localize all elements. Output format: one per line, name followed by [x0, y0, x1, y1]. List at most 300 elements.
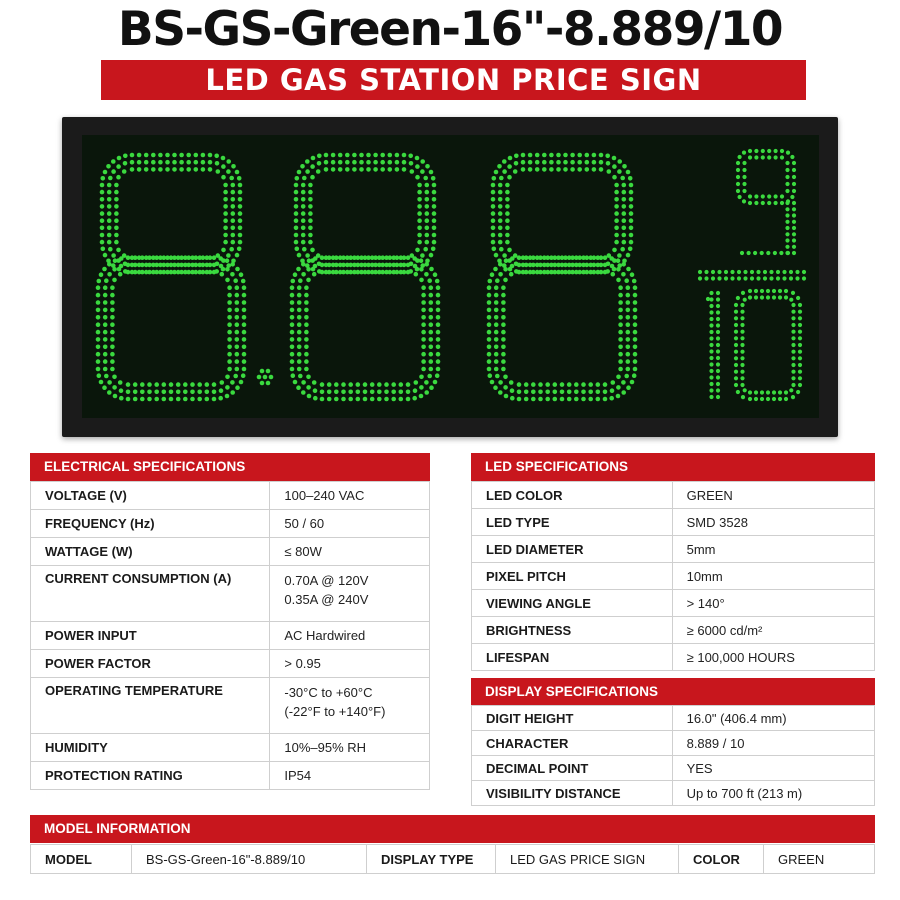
- led-dot: [419, 278, 424, 283]
- led-digit-1: [96, 153, 247, 402]
- led-dot: [103, 352, 108, 357]
- led-dot: [419, 258, 424, 263]
- led-dot: [521, 160, 526, 165]
- led-dot: [754, 194, 758, 198]
- led-dot: [257, 375, 262, 380]
- led-dot: [545, 390, 550, 395]
- led-dot: [304, 285, 309, 290]
- led-dot: [487, 300, 492, 305]
- led-dot: [734, 356, 738, 360]
- spec-row: [472, 756, 875, 781]
- led-dot: [487, 352, 492, 357]
- led-dot: [290, 330, 295, 335]
- led-dot: [384, 390, 389, 395]
- led-dot: [433, 272, 438, 277]
- led-dot: [621, 262, 626, 267]
- led-dot: [545, 382, 550, 387]
- led-dot: [501, 293, 506, 298]
- led-dot: [419, 375, 424, 380]
- led-dot: [412, 256, 417, 261]
- led-dot: [633, 352, 638, 357]
- led-dot: [231, 226, 236, 231]
- led-dot: [798, 383, 802, 387]
- led-dot: [107, 272, 112, 277]
- led-dot: [505, 204, 510, 209]
- led-dot: [424, 262, 429, 267]
- led-dot: [501, 300, 506, 305]
- led-dot: [238, 233, 243, 238]
- led-dot: [792, 245, 796, 249]
- led-dot: [785, 201, 789, 205]
- led-dot: [742, 151, 746, 155]
- led-dot: [165, 153, 170, 158]
- led-dot: [785, 226, 789, 230]
- led-dot: [348, 263, 353, 268]
- led-dot: [235, 285, 240, 290]
- led-dot: [103, 367, 108, 372]
- led-dot: [531, 270, 536, 275]
- led-dot: [172, 153, 177, 158]
- led-dot: [306, 385, 311, 390]
- led-dot: [137, 153, 142, 158]
- led-dot: [380, 160, 385, 165]
- led-dot: [491, 233, 496, 238]
- led-dot: [114, 190, 119, 195]
- led-dot: [294, 211, 299, 216]
- led-dot: [432, 211, 437, 216]
- led-dot: [384, 382, 389, 387]
- led-dot: [140, 270, 145, 275]
- led-dot: [183, 255, 188, 260]
- led-dot: [740, 363, 744, 367]
- led-dot: [377, 263, 382, 268]
- led-dot: [599, 153, 604, 158]
- led-dot: [742, 182, 746, 186]
- spec-label: DECIMAL POINT: [472, 756, 673, 781]
- led-dot: [103, 330, 108, 335]
- led-dot: [488, 279, 493, 284]
- led-dot: [748, 194, 752, 198]
- led-dot: [510, 388, 515, 393]
- led-dot: [574, 270, 579, 275]
- led-dot: [110, 359, 115, 364]
- led-dot: [366, 153, 371, 158]
- led-dot: [766, 397, 770, 401]
- spec-label: LED DIAMETER: [472, 536, 673, 563]
- led-dot: [133, 263, 138, 268]
- led-dot: [567, 397, 572, 402]
- page-title: BS-GS-Green-16"-8.889/10: [117, 2, 783, 57]
- led-dot: [230, 380, 235, 385]
- led-dot: [498, 390, 503, 395]
- led-dot: [312, 272, 317, 277]
- led-dot: [560, 263, 565, 268]
- led-dot: [767, 155, 771, 159]
- led-dot: [176, 270, 181, 275]
- led-dot: [424, 390, 429, 395]
- led-dot: [629, 218, 634, 223]
- led-dot: [424, 272, 429, 277]
- led-dot: [100, 211, 105, 216]
- led-dot: [560, 382, 565, 387]
- led-dot: [102, 385, 107, 390]
- led-dot: [235, 352, 240, 357]
- led-dot: [212, 270, 217, 275]
- led-dot: [301, 262, 306, 267]
- led-dot: [231, 240, 236, 245]
- led-dot: [791, 370, 795, 374]
- led-dot: [798, 310, 802, 314]
- led-dot: [734, 376, 738, 380]
- led-dot: [754, 390, 758, 394]
- led-dot: [294, 226, 299, 231]
- led-dot: [622, 164, 627, 169]
- led-dot: [791, 323, 795, 327]
- led-dot: [293, 380, 298, 385]
- led-dot: [205, 270, 210, 275]
- led-dot: [521, 153, 526, 158]
- led-dot: [581, 255, 586, 260]
- led-dot: [172, 160, 177, 165]
- led-dot: [384, 255, 389, 260]
- led-dot: [313, 388, 318, 393]
- led-dot: [624, 278, 629, 283]
- led-dot: [96, 300, 101, 305]
- led-dot: [420, 253, 425, 258]
- led-dot: [542, 160, 547, 165]
- spec-value: ≥ 6000 cd/m²: [672, 617, 874, 644]
- led-dot: [622, 233, 627, 238]
- led-dot: [785, 207, 789, 211]
- led-dot: [504, 258, 509, 263]
- spec-value: 8.889 / 10: [672, 731, 874, 756]
- led-dot: [137, 160, 142, 165]
- spec-row: [31, 734, 430, 762]
- led-dot: [436, 315, 441, 320]
- led-dot: [212, 397, 217, 402]
- led-dot: [194, 160, 199, 165]
- led-dot: [308, 233, 313, 238]
- led-dot: [384, 397, 389, 402]
- led-dot: [698, 276, 702, 280]
- led-dot: [226, 169, 231, 174]
- led-dot: [501, 308, 506, 313]
- led-dot: [743, 388, 747, 392]
- led-dot: [612, 248, 617, 253]
- led-dot: [435, 373, 440, 378]
- led-dot: [137, 167, 142, 172]
- led-dot: [413, 264, 418, 269]
- led-dot: [792, 238, 796, 242]
- led-dot: [629, 183, 634, 188]
- led-dot: [242, 345, 247, 350]
- spec-label: PROTECTION RATING: [31, 762, 270, 790]
- spec-label: DIGIT HEIGHT: [472, 706, 673, 731]
- led-dot: [734, 303, 738, 307]
- led-dot: [324, 167, 329, 172]
- led-dot: [169, 263, 174, 268]
- led-dot: [359, 153, 364, 158]
- led-dot: [617, 253, 622, 258]
- led-dot: [626, 267, 631, 272]
- led-dot: [183, 397, 188, 402]
- led-dot: [704, 276, 708, 280]
- led-dot: [509, 272, 514, 277]
- led-dot: [219, 264, 224, 269]
- led-dot: [528, 153, 533, 158]
- spec-value: 100–240 VAC: [270, 482, 430, 510]
- led-dot: [260, 369, 265, 374]
- led-dot: [798, 316, 802, 320]
- led-dot: [304, 345, 309, 350]
- led-dot: [429, 293, 434, 298]
- led-dot: [502, 169, 507, 174]
- led-dot: [103, 308, 108, 313]
- led-dot: [238, 240, 243, 245]
- led-dot: [317, 161, 322, 166]
- led-dot: [363, 263, 368, 268]
- led-dot: [616, 278, 621, 283]
- led-dot: [402, 160, 407, 165]
- led-dot: [111, 253, 116, 258]
- led-dot: [110, 308, 115, 313]
- led-dot: [197, 270, 202, 275]
- led-dot: [611, 272, 616, 277]
- led-dot: [493, 267, 498, 272]
- led-dot: [716, 323, 720, 327]
- led-dot: [709, 336, 713, 340]
- led-dot: [304, 300, 309, 305]
- led-dot: [421, 367, 426, 372]
- led-dot: [116, 164, 121, 169]
- led-dot: [423, 247, 428, 252]
- led-dot: [235, 253, 240, 258]
- led-dot: [798, 363, 802, 367]
- led-dot: [307, 258, 312, 263]
- led-dot: [126, 397, 131, 402]
- led-dot: [334, 270, 339, 275]
- led-dot: [169, 270, 174, 275]
- led-dot: [740, 330, 744, 334]
- led-dot: [307, 394, 312, 399]
- led-dot: [429, 170, 434, 175]
- led-dot: [487, 367, 492, 372]
- led-dot: [433, 380, 438, 385]
- led-dot: [356, 263, 361, 268]
- led-dot: [425, 240, 430, 245]
- led-dot: [103, 345, 108, 350]
- led-dot: [709, 323, 713, 327]
- led-dot: [301, 240, 306, 245]
- led-dot: [621, 390, 626, 395]
- led-dot: [370, 382, 375, 387]
- led-dot: [738, 155, 742, 159]
- led-dot: [113, 394, 118, 399]
- led-dot: [633, 359, 638, 364]
- led-dot: [308, 218, 313, 223]
- led-dot: [790, 155, 794, 159]
- led-dot: [112, 385, 117, 390]
- led-dot: [301, 390, 306, 395]
- led-dot: [736, 168, 740, 172]
- led-dot: [767, 201, 771, 205]
- led-dot: [505, 226, 510, 231]
- led-dot: [225, 394, 230, 399]
- led-dot: [107, 233, 112, 238]
- led-dot: [791, 343, 795, 347]
- led-dot: [297, 285, 302, 290]
- led-dot: [760, 289, 764, 293]
- led-dot: [290, 308, 295, 313]
- led-dot: [791, 336, 795, 340]
- led-dot: [425, 190, 430, 195]
- led-dot: [212, 390, 217, 395]
- led-dot: [432, 226, 437, 231]
- led-dot: [791, 310, 795, 314]
- led-dot: [197, 382, 202, 387]
- led-dot: [429, 322, 434, 327]
- led-dot: [767, 149, 771, 153]
- led-dot: [501, 330, 506, 335]
- led-dot: [308, 211, 313, 216]
- led-dot: [432, 233, 437, 238]
- led-dot: [614, 233, 619, 238]
- led-dot: [754, 201, 758, 205]
- led-dot: [427, 374, 432, 379]
- led-dot: [408, 154, 413, 159]
- electrical-specs-header: ELECTRICAL SPECIFICATIONS: [30, 453, 430, 481]
- led-dot: [716, 388, 720, 392]
- led-dot: [498, 204, 503, 209]
- led-dot: [186, 167, 191, 172]
- led-dot: [494, 315, 499, 320]
- led-dot: [147, 263, 152, 268]
- led-dot: [431, 176, 436, 181]
- led-dot: [588, 397, 593, 402]
- led-dot: [618, 300, 623, 305]
- led-dot: [614, 190, 619, 195]
- led-dot: [114, 211, 119, 216]
- led-dot: [419, 394, 424, 399]
- led-dot: [380, 167, 385, 172]
- led-dot: [406, 390, 411, 395]
- led-dot: [298, 374, 303, 379]
- led-dot: [334, 255, 339, 260]
- led-dot: [304, 322, 309, 327]
- led-dot: [517, 255, 522, 260]
- led-dot: [766, 295, 770, 299]
- led-dot: [501, 285, 506, 290]
- led-dot: [487, 359, 492, 364]
- led-dot: [304, 308, 309, 313]
- led-dot: [225, 375, 230, 380]
- led-dot: [740, 336, 744, 340]
- led-dot: [581, 397, 586, 402]
- led-dot: [96, 293, 101, 298]
- led-dot: [96, 285, 101, 290]
- led-dot: [162, 263, 167, 268]
- led-dot: [316, 169, 321, 174]
- led-dot: [786, 251, 790, 255]
- led-dot: [113, 258, 118, 263]
- led-dot: [792, 207, 796, 211]
- led-dot: [505, 183, 510, 188]
- led-dot: [626, 359, 631, 364]
- led-dot: [223, 218, 228, 223]
- led-dot: [498, 240, 503, 245]
- led-dot: [487, 337, 492, 342]
- led-dot: [736, 161, 740, 165]
- led-dot: [300, 164, 305, 169]
- led-dot: [498, 262, 503, 267]
- led-dot: [425, 218, 430, 223]
- led-dot: [190, 382, 195, 387]
- led-dot: [782, 276, 786, 280]
- led-dot: [585, 153, 590, 158]
- led-dot: [103, 315, 108, 320]
- led-dot: [162, 382, 167, 387]
- led-dot: [417, 226, 422, 231]
- led-dot: [301, 272, 306, 277]
- led-dot: [133, 397, 138, 402]
- display-type-label: DISPLAY TYPE: [367, 845, 496, 874]
- led-dot: [96, 337, 101, 342]
- led-dot: [798, 370, 802, 374]
- spec-label: VISIBILITY DISTANCE: [472, 781, 673, 806]
- led-dot: [235, 300, 240, 305]
- led-dot: [96, 367, 101, 372]
- led-dot: [338, 160, 343, 165]
- led-dot: [748, 390, 752, 394]
- led-dot: [301, 204, 306, 209]
- led-dot: [567, 255, 572, 260]
- color-value: GREEN: [764, 845, 875, 874]
- led-dot: [742, 189, 746, 193]
- led-dot: [414, 272, 419, 277]
- led-dot: [617, 169, 622, 174]
- led-dot: [513, 169, 518, 174]
- led-dot: [632, 279, 637, 284]
- led-dot: [417, 218, 422, 223]
- led-dot: [432, 218, 437, 223]
- led-dot: [603, 255, 608, 260]
- spec-value: 16.0" (406.4 mm): [672, 706, 874, 731]
- led-dot: [119, 396, 124, 401]
- led-dot: [359, 167, 364, 172]
- led-dot: [227, 308, 232, 313]
- led-dot: [711, 276, 715, 280]
- led-dot: [436, 322, 441, 327]
- led-dot: [633, 330, 638, 335]
- led-dot: [429, 345, 434, 350]
- led-dot: [220, 380, 225, 385]
- led-dot: [147, 255, 152, 260]
- led-dot: [798, 343, 802, 347]
- led-dot: [761, 194, 765, 198]
- led-dot: [716, 382, 720, 386]
- led-fraction-denominator-one: [706, 291, 720, 399]
- led-dot: [629, 190, 634, 195]
- led-dot: [748, 397, 752, 401]
- led-dot: [147, 390, 152, 395]
- led-dot: [301, 211, 306, 216]
- led-dot: [229, 247, 234, 252]
- led-dot: [158, 160, 163, 165]
- led-dot: [792, 168, 796, 172]
- led-dot: [716, 362, 720, 366]
- led-dot: [614, 183, 619, 188]
- led-dot: [494, 308, 499, 313]
